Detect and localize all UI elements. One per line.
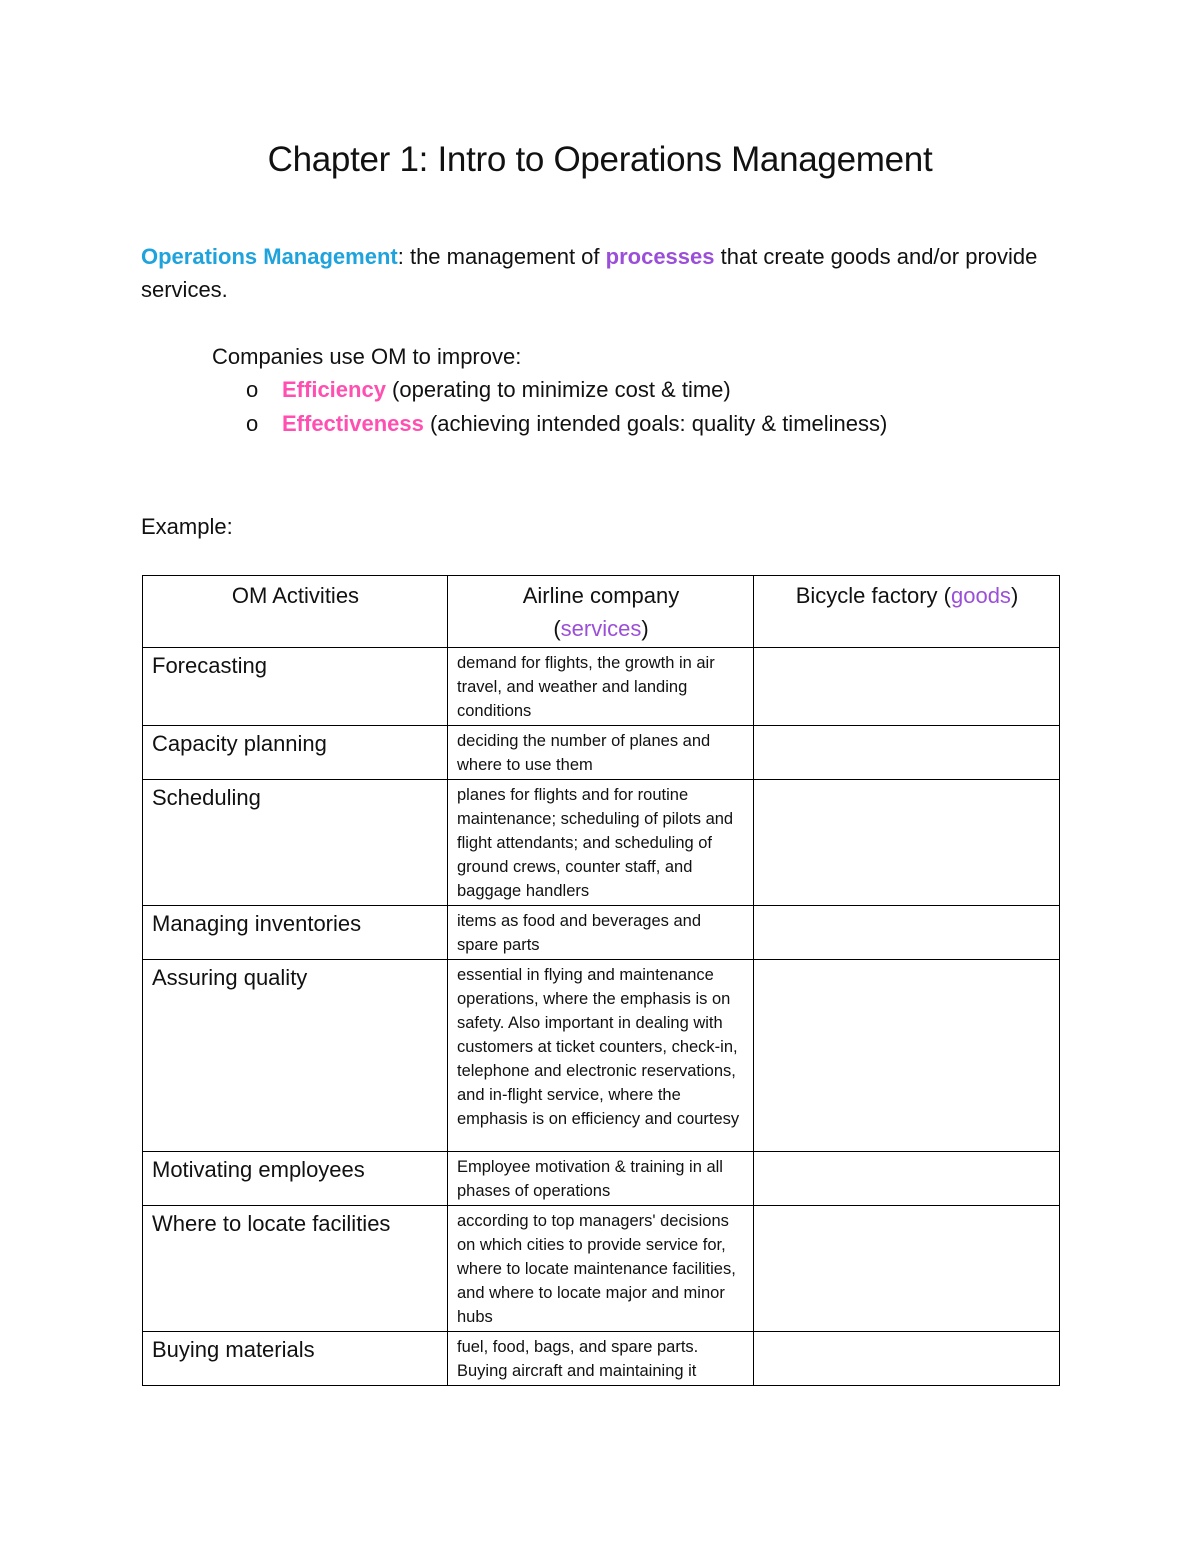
bicycle-cell [754, 648, 1060, 726]
airline-cell: essential in flying and maintenance operations, where the emphasis is on safety. Also important in dealing with customers at ticket counters, check-in, telephone and electronic reservations, and in-flight service, where the emphasis is on efficiency and courtesy [448, 960, 754, 1152]
bicycle-cell [754, 906, 1060, 960]
header-airline [448, 576, 754, 648]
goal-term: Efficiency [282, 377, 386, 402]
header-airline-label: Airline company [522, 583, 680, 608]
goal-item-effectiveness [212, 407, 887, 441]
airline-cell: deciding the number of planes and where to use them [448, 726, 754, 780]
table-row [143, 906, 1060, 960]
airline-cell: items as food and beverages and spare parts [448, 906, 754, 960]
activity-cell: Scheduling [143, 780, 448, 906]
definition-paragraph [141, 240, 1041, 306]
header-bicycle [754, 576, 1060, 648]
table-row [143, 960, 1060, 1152]
header-bicycle-close: ) [1010, 583, 1019, 608]
goal-item-efficiency [212, 373, 887, 407]
table-row [143, 648, 1060, 726]
goal-text: (achieving intended goals: quality & timeliness) [423, 411, 888, 436]
airline-cell: fuel, food, bags, and spare parts. Buying aircraft and maintaining it [448, 1332, 754, 1386]
definition-term: Operations Management [141, 244, 398, 269]
bullet-icon: o [246, 411, 259, 436]
airline-cell: demand for flights, the growth in air travel, and weather and landing conditions [448, 648, 754, 726]
activity-cell: Motivating employees [143, 1152, 448, 1206]
table-row [143, 1206, 1060, 1332]
header-bicycle-highlight: goods [950, 583, 1011, 608]
example-label: Example: [141, 514, 233, 539]
activity-cell: Managing inventories [143, 906, 448, 960]
activity-cell: Forecasting [143, 648, 448, 726]
bicycle-cell [754, 960, 1060, 1152]
activity-cell: Assuring quality [143, 960, 448, 1152]
header-airline-open: ( [553, 616, 561, 641]
activity-cell: Capacity planning [143, 726, 448, 780]
definition-text-2: that create goods and/or provide services. [141, 244, 1038, 302]
definition-colon: : [397, 244, 404, 269]
header-airline-close: ) [641, 616, 649, 641]
bullet-icon: o [246, 377, 259, 402]
airline-cell: Employee motivation & training in all phases of operations [448, 1152, 754, 1206]
intro-text: Companies use OM to improve: [212, 344, 522, 369]
table-row [143, 1152, 1060, 1206]
goal-text: (operating to minimize cost & time) [385, 377, 731, 402]
definition-highlight: processes [605, 244, 715, 269]
airline-cell: planes for flights and for routine maintenance; scheduling of pilots and flight attendants; and scheduling of ground crews, counter staff, and baggage handlers [448, 780, 754, 906]
header-bicycle-label: Bicycle factory ( [795, 583, 951, 608]
om-activities-table [142, 575, 1060, 1386]
goals-list [212, 373, 887, 441]
airline-cell: according to top managers' decisions on which cities to provide service for, where to locate maintenance facilities, and where to locate major and minor hubs [448, 1206, 754, 1332]
page-title: Chapter 1: Intro to Operations Management [267, 140, 933, 179]
activity-cell: Buying materials [143, 1332, 448, 1386]
bicycle-cell [754, 726, 1060, 780]
bicycle-cell [754, 1332, 1060, 1386]
definition-text-1: the management of [403, 244, 606, 269]
activity-cell: Where to locate facilities [143, 1206, 448, 1332]
header-airline-highlight: services [560, 616, 642, 641]
table-row [143, 780, 1060, 906]
table-header-row [143, 576, 1060, 648]
header-om-activities: OM Activities [143, 576, 448, 648]
bicycle-cell [754, 1206, 1060, 1332]
goal-term: Effectiveness [282, 411, 424, 436]
table-row [143, 726, 1060, 780]
bicycle-cell [754, 1152, 1060, 1206]
table-row [143, 1332, 1060, 1386]
bicycle-cell [754, 780, 1060, 906]
